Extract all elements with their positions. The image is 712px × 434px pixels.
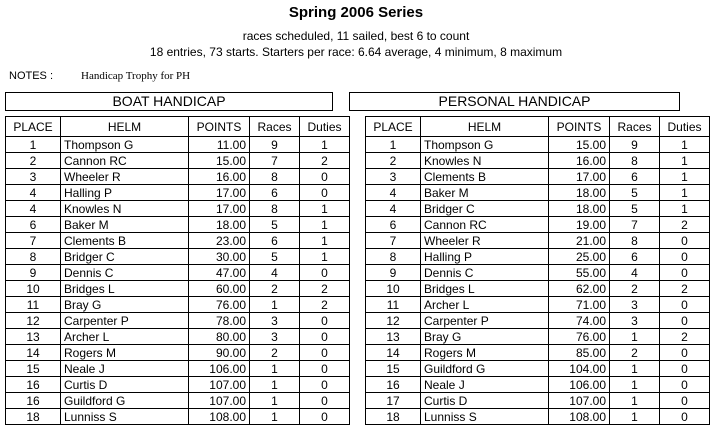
duties-cell: 0 [300,185,350,201]
helm-cell: Lunniss S [421,409,549,425]
races-cell: 5 [250,217,300,233]
points-cell: 60.00 [189,281,250,297]
duties-cell: 1 [660,137,710,153]
points-cell: 71.00 [549,297,610,313]
helm-cell: Clements B [61,233,189,249]
boat-handicap-caption: BOAT HANDICAP [5,92,333,111]
column-header: POINTS [189,117,250,137]
duties-cell: 1 [300,201,350,217]
helm-cell: Lunniss S [61,409,189,425]
table-row [6,137,350,153]
place-cell: 1 [6,137,61,153]
column-header: Duties [660,117,710,137]
table-row [366,185,710,201]
table-row [366,265,710,281]
duties-cell: 0 [660,313,710,329]
table-row [366,281,710,297]
points-cell: 106.00 [549,377,610,393]
duties-cell: 1 [660,153,710,169]
place-cell: 4 [6,185,61,201]
points-cell: 17.00 [189,185,250,201]
place-cell: 4 [366,201,421,217]
column-header: HELM [421,117,549,137]
table-row [6,297,350,313]
table-row [366,249,710,265]
helm-cell: Halling P [61,185,189,201]
column-header: Races [250,117,300,137]
races-cell: 3 [250,313,300,329]
column-header: PLACE [366,117,421,137]
races-cell: 1 [250,377,300,393]
header-row [6,117,350,137]
table-row [366,409,710,425]
duties-cell: 0 [660,265,710,281]
races-cell: 1 [250,393,300,409]
place-cell: 14 [6,345,61,361]
points-cell: 15.00 [549,137,610,153]
races-cell: 8 [250,201,300,217]
points-cell: 90.00 [189,345,250,361]
table-row [366,297,710,313]
points-cell: 85.00 [549,345,610,361]
place-cell: 18 [6,409,61,425]
place-cell: 16 [6,393,61,409]
points-cell: 78.00 [189,313,250,329]
helm-cell: Rogers M [421,345,549,361]
table-row [6,201,350,217]
races-cell: 7 [610,217,660,233]
table-row [366,137,710,153]
table-row [366,313,710,329]
place-cell: 9 [6,265,61,281]
place-cell: 13 [6,329,61,345]
duties-cell: 1 [300,249,350,265]
points-cell: 107.00 [549,393,610,409]
place-cell: 7 [6,233,61,249]
races-cell: 6 [250,233,300,249]
place-cell: 7 [366,233,421,249]
table-row [6,313,350,329]
table-row [6,249,350,265]
table-row [6,393,350,409]
place-cell: 12 [6,313,61,329]
helm-cell: Dennis C [421,265,549,281]
helm-cell: Carpenter P [61,313,189,329]
races-cell: 8 [610,233,660,249]
helm-cell: Dennis C [61,265,189,281]
table-row [366,361,710,377]
points-cell: 104.00 [549,361,610,377]
boat-handicap-table [5,116,350,425]
entries-summary: 18 entries, 73 starts. Starters per race: 6.64 average, 4 minimum, 8 maximum [149,45,563,59]
place-cell: 4 [6,201,61,217]
duties-cell: 2 [300,297,350,313]
duties-cell: 0 [300,393,350,409]
races-cell: 3 [250,329,300,345]
place-cell: 9 [366,265,421,281]
table-row [6,377,350,393]
helm-cell: Guildford G [421,361,549,377]
place-cell: 12 [366,313,421,329]
duties-cell: 0 [300,313,350,329]
helm-cell: Wheeler R [61,169,189,185]
races-cell: 3 [610,297,660,313]
table-row [6,153,350,169]
table-row [366,345,710,361]
helm-cell: Curtis D [61,377,189,393]
helm-cell: Baker M [421,185,549,201]
races-cell: 2 [610,281,660,297]
column-header: HELM [61,117,189,137]
table-row [366,329,710,345]
races-cell: 9 [610,137,660,153]
helm-cell: Neale J [61,361,189,377]
place-cell: 4 [366,185,421,201]
helm-cell: Knowles N [61,201,189,217]
duties-cell: 0 [660,249,710,265]
table-row [6,361,350,377]
table-row [6,409,350,425]
races-cell: 9 [250,137,300,153]
duties-cell: 1 [300,137,350,153]
duties-cell: 2 [660,329,710,345]
helm-cell: Bridges L [421,281,549,297]
table-row [6,233,350,249]
column-header: POINTS [549,117,610,137]
place-cell: 8 [366,249,421,265]
duties-cell: 0 [660,361,710,377]
table-row [366,377,710,393]
place-cell: 10 [6,281,61,297]
races-cell: 6 [610,249,660,265]
points-cell: 76.00 [549,329,610,345]
duties-cell: 2 [660,281,710,297]
points-cell: 23.00 [189,233,250,249]
points-cell: 18.00 [189,217,250,233]
helm-cell: Bray G [421,329,549,345]
notes-value: Handicap Trophy for PH [81,70,191,82]
points-cell: 18.00 [549,201,610,217]
races-cell: 1 [250,361,300,377]
races-cell: 1 [610,393,660,409]
helm-cell: Carpenter P [421,313,549,329]
races-cell: 1 [250,297,300,313]
races-cell: 2 [250,281,300,297]
races-cell: 1 [610,409,660,425]
duties-cell: 0 [660,297,710,313]
table-row [366,217,710,233]
place-cell: 11 [6,297,61,313]
place-cell: 2 [6,153,61,169]
page-title: Spring 2006 Series [288,4,424,21]
races-cell: 5 [610,201,660,217]
helm-cell: Cannon RC [61,153,189,169]
helm-cell: Bridger C [421,201,549,217]
points-cell: 76.00 [189,297,250,313]
place-cell: 3 [366,169,421,185]
table-row [366,153,710,169]
helm-cell: Archer L [421,297,549,313]
points-cell: 47.00 [189,265,250,281]
duties-cell: 0 [300,361,350,377]
helm-cell: Halling P [421,249,549,265]
duties-cell: 0 [300,345,350,361]
duties-cell: 0 [660,377,710,393]
helm-cell: Archer L [61,329,189,345]
races-cell: 2 [610,345,660,361]
points-cell: 30.00 [189,249,250,265]
column-header: Races [610,117,660,137]
duties-cell: 1 [660,201,710,217]
place-cell: 6 [366,217,421,233]
points-cell: 80.00 [189,329,250,345]
place-cell: 10 [366,281,421,297]
races-cell: 5 [250,249,300,265]
races-cell: 8 [250,169,300,185]
points-cell: 15.00 [189,153,250,169]
helm-cell: Clements B [421,169,549,185]
races-cell: 5 [610,185,660,201]
races-cell: 1 [610,329,660,345]
duties-cell: 0 [300,377,350,393]
helm-cell: Baker M [61,217,189,233]
table-row [6,329,350,345]
header-row [366,117,710,137]
table-row [6,345,350,361]
helm-cell: Cannon RC [421,217,549,233]
duties-cell: 2 [300,281,350,297]
points-cell: 17.00 [189,201,250,217]
helm-cell: Bridger C [61,249,189,265]
place-cell: 18 [366,409,421,425]
races-cell: 7 [250,153,300,169]
races-cell: 6 [250,185,300,201]
table-row [366,393,710,409]
personal-handicap-table [365,116,710,425]
place-cell: 15 [6,361,61,377]
races-cell: 8 [610,153,660,169]
helm-cell: Guildford G [61,393,189,409]
helm-cell: Thompson G [421,137,549,153]
helm-cell: Bridges L [61,281,189,297]
place-cell: 15 [366,361,421,377]
place-cell: 11 [366,297,421,313]
races-cell: 4 [610,265,660,281]
place-cell: 6 [6,217,61,233]
table-row [6,265,350,281]
table-row [366,233,710,249]
duties-cell: 0 [660,233,710,249]
table-row [6,281,350,297]
table-row [6,217,350,233]
duties-cell: 2 [300,153,350,169]
helm-cell: Knowles N [421,153,549,169]
races-cell: 3 [610,313,660,329]
place-cell: 16 [366,377,421,393]
place-cell: 16 [6,377,61,393]
duties-cell: 1 [660,185,710,201]
points-cell: 62.00 [549,281,610,297]
points-cell: 107.00 [189,377,250,393]
duties-cell: 0 [300,265,350,281]
races-cell: 6 [610,169,660,185]
points-cell: 106.00 [189,361,250,377]
notes-label: NOTES : [9,70,54,82]
points-cell: 11.00 [189,137,250,153]
duties-cell: 0 [300,169,350,185]
series-summary: races scheduled, 11 sailed, best 6 to count [242,29,470,43]
points-cell: 108.00 [549,409,610,425]
helm-cell: Bray G [61,297,189,313]
races-cell: 2 [250,345,300,361]
races-cell: 1 [610,361,660,377]
column-header: PLACE [6,117,61,137]
points-cell: 21.00 [549,233,610,249]
points-cell: 17.00 [549,169,610,185]
place-cell: 17 [366,393,421,409]
points-cell: 16.00 [549,153,610,169]
duties-cell: 2 [660,217,710,233]
duties-cell: 0 [660,393,710,409]
races-cell: 1 [250,409,300,425]
notes-row [9,70,190,82]
place-cell: 3 [6,169,61,185]
table-row [6,169,350,185]
duties-cell: 1 [300,233,350,249]
table-row [366,169,710,185]
helm-cell: Neale J [421,377,549,393]
table-row [6,185,350,201]
points-cell: 108.00 [189,409,250,425]
points-cell: 74.00 [549,313,610,329]
duties-cell: 0 [660,409,710,425]
helm-cell: Thompson G [61,137,189,153]
helm-cell: Rogers M [61,345,189,361]
duties-cell: 0 [660,345,710,361]
races-cell: 4 [250,265,300,281]
place-cell: 13 [366,329,421,345]
duties-cell: 1 [300,217,350,233]
duties-cell: 0 [300,329,350,345]
points-cell: 55.00 [549,265,610,281]
column-header: Duties [300,117,350,137]
helm-cell: Wheeler R [421,233,549,249]
duties-cell: 1 [660,169,710,185]
personal-handicap-caption: PERSONAL HANDICAP [349,92,680,111]
table-row [366,201,710,217]
place-cell: 1 [366,137,421,153]
races-cell: 1 [610,377,660,393]
place-cell: 14 [366,345,421,361]
duties-cell: 0 [300,409,350,425]
points-cell: 107.00 [189,393,250,409]
helm-cell: Curtis D [421,393,549,409]
place-cell: 2 [366,153,421,169]
points-cell: 16.00 [189,169,250,185]
points-cell: 25.00 [549,249,610,265]
place-cell: 8 [6,249,61,265]
points-cell: 19.00 [549,217,610,233]
points-cell: 18.00 [549,185,610,201]
